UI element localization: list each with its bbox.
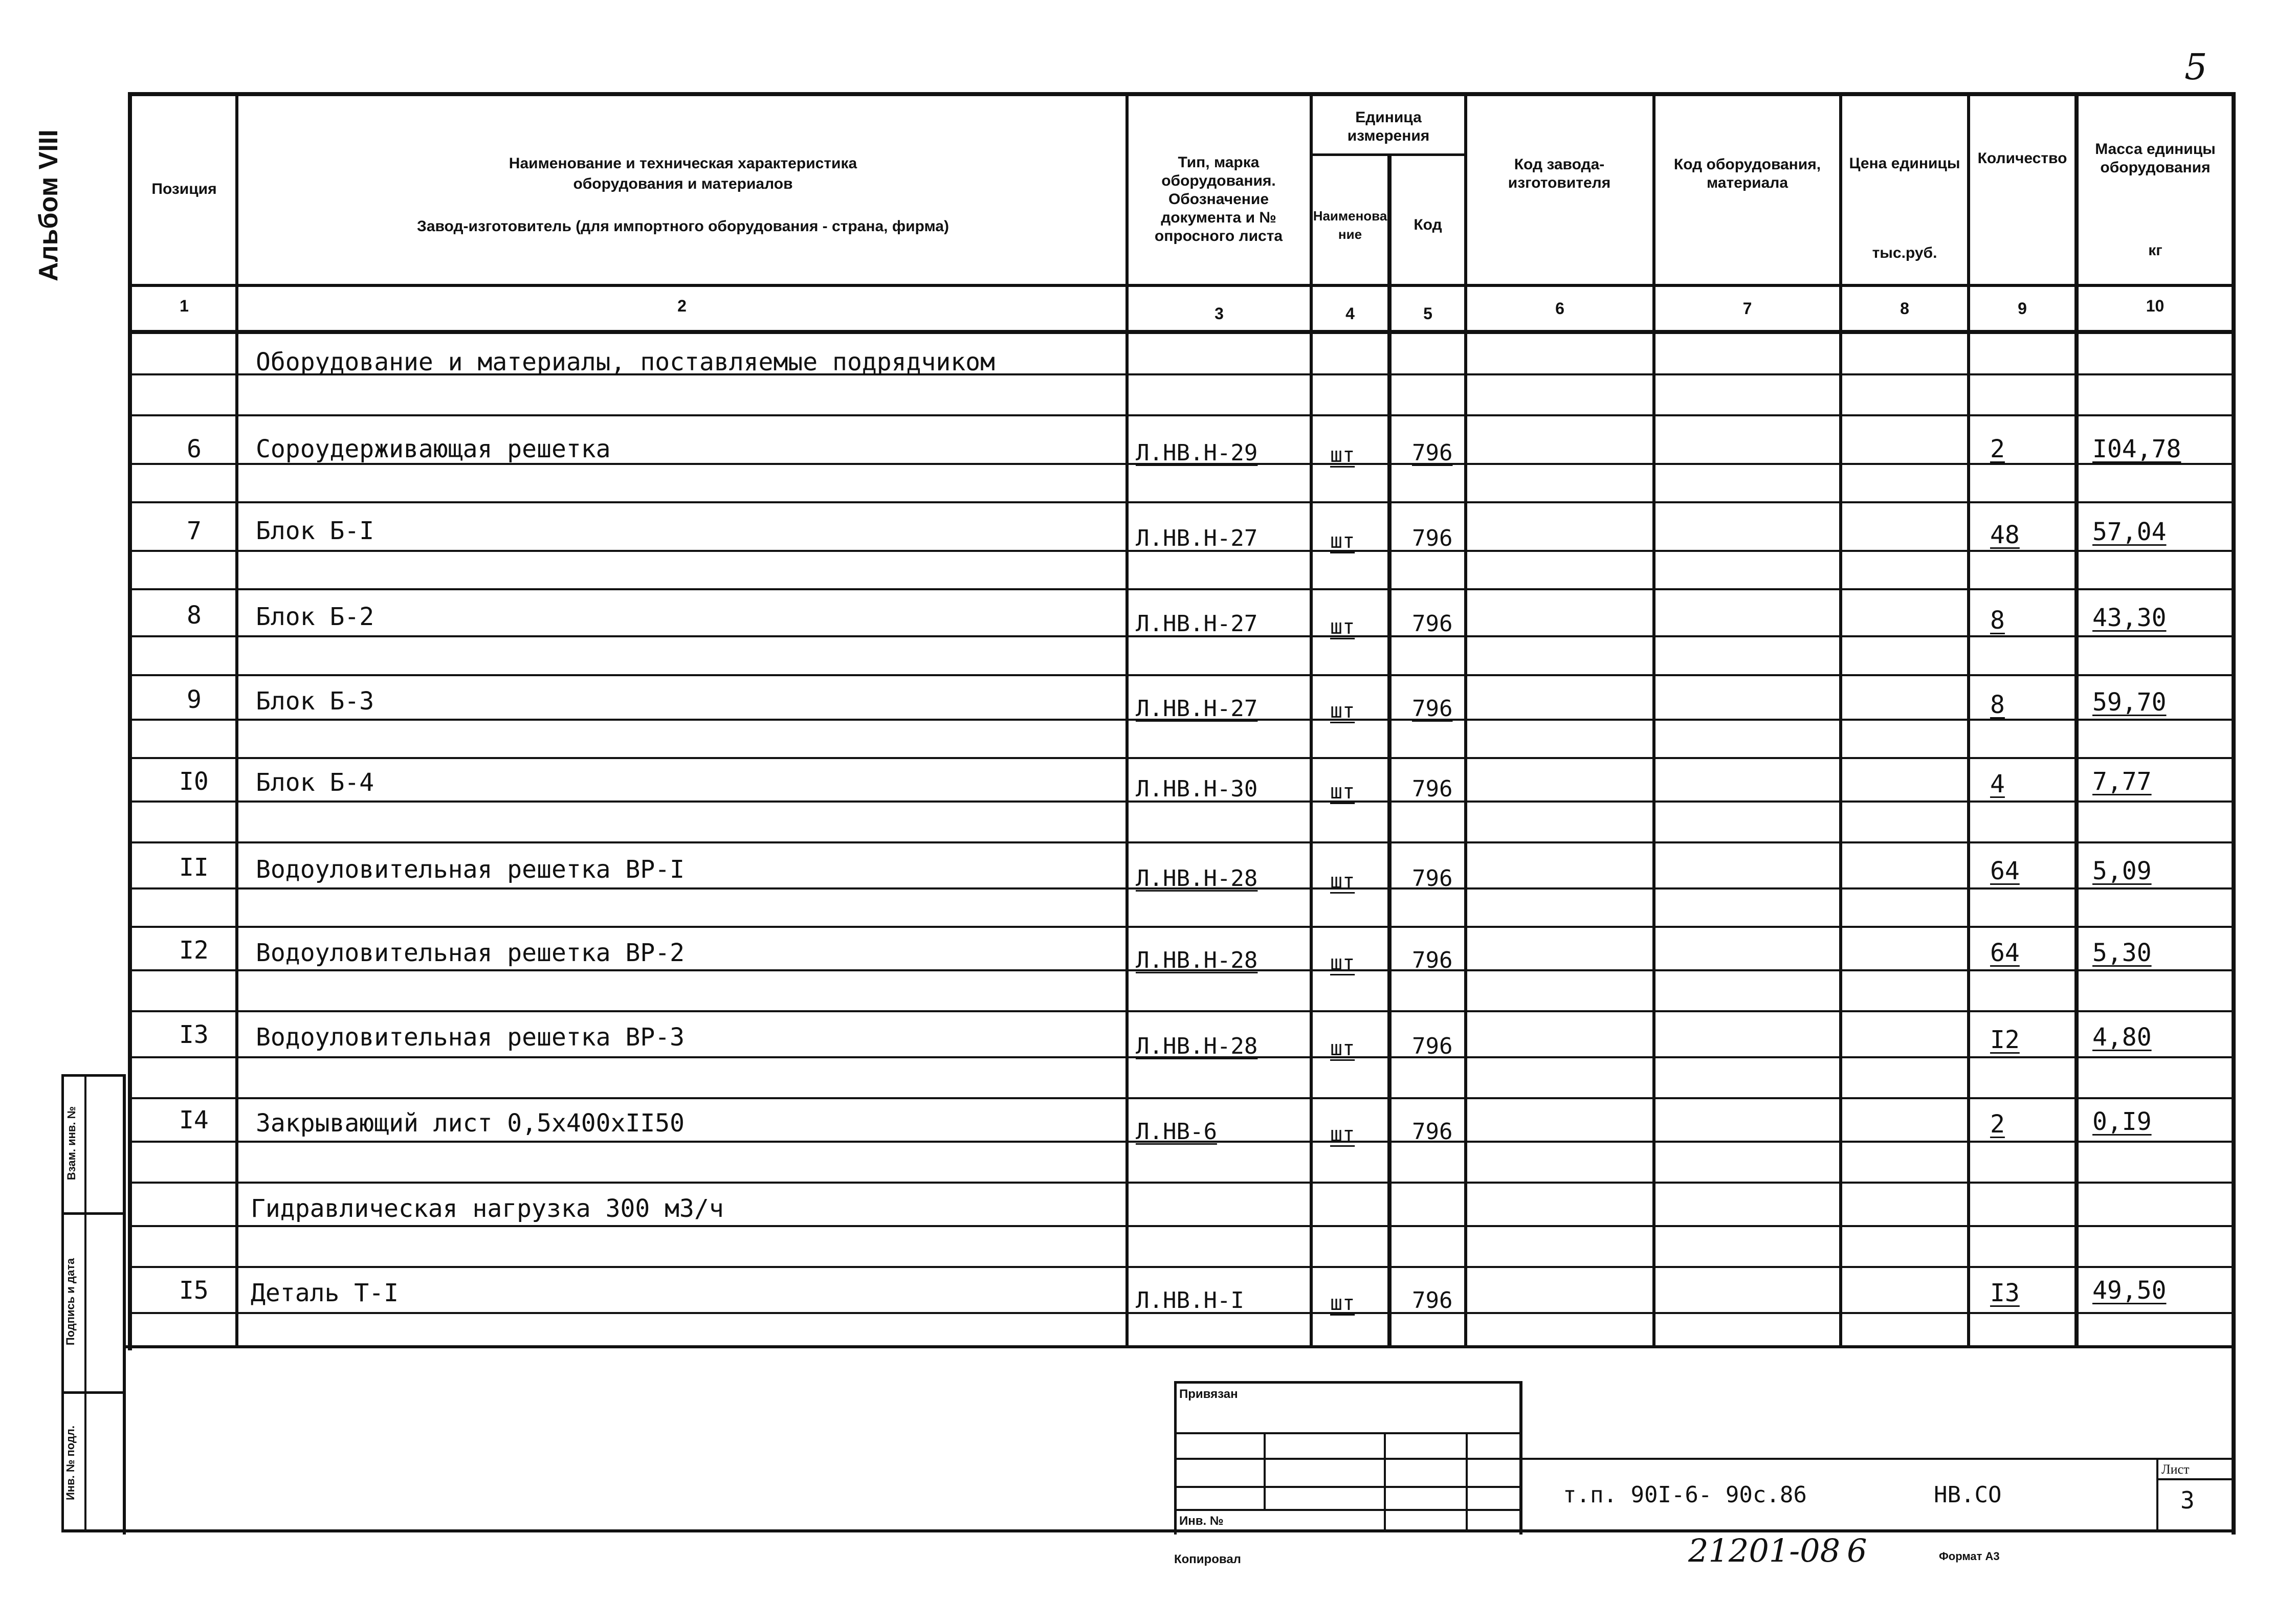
row-doc: Л.НВ.Н-28 (1136, 947, 1258, 973)
row-mass: 5,30 (2092, 939, 2152, 967)
row-unit: шт (1330, 870, 1355, 893)
side-stamp-replace-inv: Взам. инв. № (65, 1106, 78, 1181)
row-code: 796 (1412, 865, 1453, 892)
header-material-code: Код оборудования, материала (1673, 156, 1821, 191)
title-block-inv: Инв. № (1179, 1514, 1224, 1528)
row-position: I2 (179, 936, 209, 965)
column-number: 10 (2146, 297, 2165, 315)
column-number: 7 (1742, 299, 1752, 318)
row-line (128, 588, 2236, 590)
row-mass: 7,77 (2092, 767, 2152, 796)
frame-bottom (61, 1529, 2236, 1532)
row-unit: шт (1330, 780, 1355, 804)
archive-sheet: 6 (1847, 1532, 1867, 1569)
row-quantity: 64 (1990, 857, 2020, 885)
row-position: 8 (187, 601, 202, 630)
row-name: Блок Б-I (256, 517, 374, 545)
row-mass: 59,70 (2092, 688, 2167, 717)
row-position: 9 (187, 685, 202, 714)
header-line (128, 284, 2236, 287)
title-block-line (1174, 1486, 1522, 1488)
column-number: 5 (1423, 304, 1432, 323)
row-quantity: 64 (1990, 939, 2020, 967)
row-line (128, 1097, 2236, 1099)
column-number: 9 (2018, 299, 2027, 318)
header-quantity: Количество (1977, 150, 2067, 167)
row-doc: Л.НВ.Н-27 (1136, 611, 1258, 637)
frame-left-stamp (123, 1074, 126, 1535)
row-position: 7 (187, 517, 202, 545)
document-code: т.п. 90I-6- 90с.86 (1563, 1482, 1807, 1508)
row-unit: шт (1330, 1292, 1355, 1315)
row-line (128, 1182, 2236, 1184)
section-title: Оборудование и материалы, поставляемые подрядчиком (256, 348, 995, 376)
row-name: Блок Б-4 (256, 768, 374, 797)
row-name: Сороудерживающая решетка (256, 435, 611, 463)
title-block-line (1264, 1432, 1266, 1509)
row-quantity: 8 (1990, 691, 2005, 719)
title-block-copied: Копировал (1174, 1552, 1241, 1566)
row-line (128, 414, 2236, 416)
title-block-line (1174, 1381, 1522, 1384)
row-mass: 57,04 (2092, 518, 2167, 546)
column-number: 8 (1900, 299, 1909, 318)
header-name-line3: Завод-изготовитель (для импортного оборудования - страна, фирма) (417, 218, 949, 235)
title-block-line (1174, 1509, 1522, 1511)
row-unit: шт (1330, 443, 1355, 467)
row-mass: 0,I9 (2092, 1107, 2152, 1136)
side-stamp-line (61, 1074, 123, 1077)
row-code: 796 (1412, 525, 1453, 551)
row-unit: шт (1330, 699, 1355, 723)
paper-format: Формат А3 (1939, 1550, 2000, 1563)
header-unit-name: Наименование (1313, 208, 1387, 242)
frame-top (128, 92, 2236, 96)
row-doc: Л.НВ.Н-27 (1136, 525, 1258, 551)
row-line (128, 1010, 2236, 1012)
row-line (128, 757, 2236, 759)
row-quantity: I3 (1990, 1279, 2020, 1307)
row-unit: шт (1330, 615, 1355, 639)
row-line (128, 674, 2236, 676)
row-line (128, 1266, 2236, 1268)
row-mass: I04,78 (2092, 435, 2181, 463)
row-name: Закрывающий лист 0,5х400хII50 (256, 1109, 685, 1138)
row-code: 796 (1412, 1119, 1453, 1145)
column-number: 1 (180, 297, 189, 315)
column-number: 2 (677, 297, 687, 315)
row-line (128, 926, 2236, 928)
row-doc: Л.НВ.Н-29 (1136, 440, 1258, 466)
row-unit: шт (1330, 529, 1355, 553)
row-name: Блок Б-3 (256, 687, 374, 716)
row-quantity: 48 (1990, 521, 2020, 549)
header-name-line2: оборудования и материалов (573, 175, 793, 192)
header-mass-unit: кг (2148, 242, 2162, 259)
row-position: I4 (179, 1106, 209, 1135)
row-line (128, 501, 2236, 503)
row-doc: Л.НВ.Н-I (1136, 1287, 1244, 1314)
table-bottom (123, 1345, 2236, 1348)
row-mass: 4,80 (2092, 1023, 2152, 1052)
title-block-line (2156, 1458, 2158, 1532)
column-number: 3 (1215, 304, 1224, 323)
row-doc: Л.НВ.Н-27 (1136, 696, 1258, 722)
row-position: 6 (187, 435, 202, 463)
side-stamp-line (61, 1391, 123, 1394)
side-stamp-line (84, 1074, 86, 1532)
row-position: I3 (179, 1020, 209, 1049)
row-name: Деталь Т-I (251, 1279, 399, 1307)
row-quantity: 4 (1990, 770, 2005, 798)
frame-left-table (128, 92, 132, 1350)
sheet-label: Лист (2161, 1462, 2190, 1477)
row-code: 796 (1412, 611, 1453, 637)
header-unit-group: Единица измерения (1347, 108, 1430, 144)
archive-number: 21201-08 (1688, 1532, 1841, 1569)
row-doc: Л.НВ-6 (1136, 1119, 1217, 1145)
title-block-line (2156, 1478, 2236, 1480)
frame-right (2232, 92, 2236, 1535)
title-block-line (1466, 1432, 1468, 1532)
column-number: 4 (1345, 304, 1355, 323)
row-mass: 49,50 (2092, 1276, 2167, 1305)
sheet-number: 3 (2180, 1486, 2195, 1514)
row-mass: 5,09 (2092, 857, 2152, 885)
row-quantity: I2 (1990, 1026, 2020, 1054)
header-price: Цена единицы (1849, 155, 1960, 172)
row-unit: шт (1330, 1037, 1355, 1060)
document-mark: НВ.СО (1934, 1482, 2002, 1508)
row-code: 796 (1412, 696, 1453, 722)
title-block-line (1174, 1458, 1522, 1460)
header-price-unit: тыс.руб. (1872, 244, 1937, 261)
row-doc: Л.НВ.Н-30 (1136, 776, 1258, 802)
row-doc: Л.НВ.Н-28 (1136, 865, 1258, 892)
page-corner-number: 5 (2184, 46, 2207, 88)
row-code: 796 (1412, 440, 1453, 466)
title-block-line (1522, 1458, 2236, 1460)
header-mass: Масса единицы оборудования (2095, 141, 2216, 176)
row-unit: шт (1330, 1123, 1355, 1146)
title-block-applied: Привязан (1179, 1387, 1238, 1401)
row-name: Водоуловительная решетка ВР-I (256, 855, 685, 884)
row-position: I5 (179, 1276, 209, 1305)
album-label: Альбом VIII (34, 129, 63, 281)
column-number: 6 (1555, 299, 1564, 318)
row-unit: шт (1330, 951, 1355, 975)
header-unit-code: Код (1414, 216, 1442, 233)
title-block-line (1174, 1432, 1522, 1434)
header-name-line1: Наименование и техническая характеристика (509, 155, 857, 172)
row-name: Водоуловительная решетка ВР-2 (256, 939, 685, 967)
row-code: 796 (1412, 1033, 1453, 1059)
title-block-line (1384, 1432, 1386, 1532)
row-code: 796 (1412, 947, 1453, 973)
row-line (128, 841, 2236, 843)
row-mass: 43,30 (2092, 604, 2167, 632)
row-quantity: 2 (1990, 1110, 2005, 1139)
row-note: Гидравлическая нагрузка 300 м3/ч (251, 1194, 724, 1223)
row-position: I0 (179, 767, 209, 796)
header-position: Позиция (151, 181, 217, 197)
side-stamp-line (61, 1212, 123, 1215)
header-maker-code: Код завода-изготовителя (1508, 156, 1611, 191)
row-name: Блок Б-2 (256, 603, 374, 631)
side-stamp-sign-date: Подпись и дата (64, 1258, 77, 1346)
row-line (128, 1225, 2236, 1227)
row-quantity: 2 (1990, 435, 2005, 463)
row-doc: Л.НВ.Н-28 (1136, 1033, 1258, 1059)
column-numbers-line (128, 330, 2236, 334)
row-name: Водоуловительная решетка ВР-3 (256, 1023, 685, 1052)
row-code: 796 (1412, 776, 1453, 802)
header-type: Тип, марка оборудования. Обозначение документа и № опросного листа (1154, 154, 1283, 244)
row-quantity: 8 (1990, 606, 2005, 635)
row-code: 796 (1412, 1287, 1453, 1314)
unit-group-line (1310, 153, 1467, 156)
row-position: II (179, 853, 209, 882)
side-stamp-inv-orig: Инв. № подл. (64, 1426, 77, 1500)
